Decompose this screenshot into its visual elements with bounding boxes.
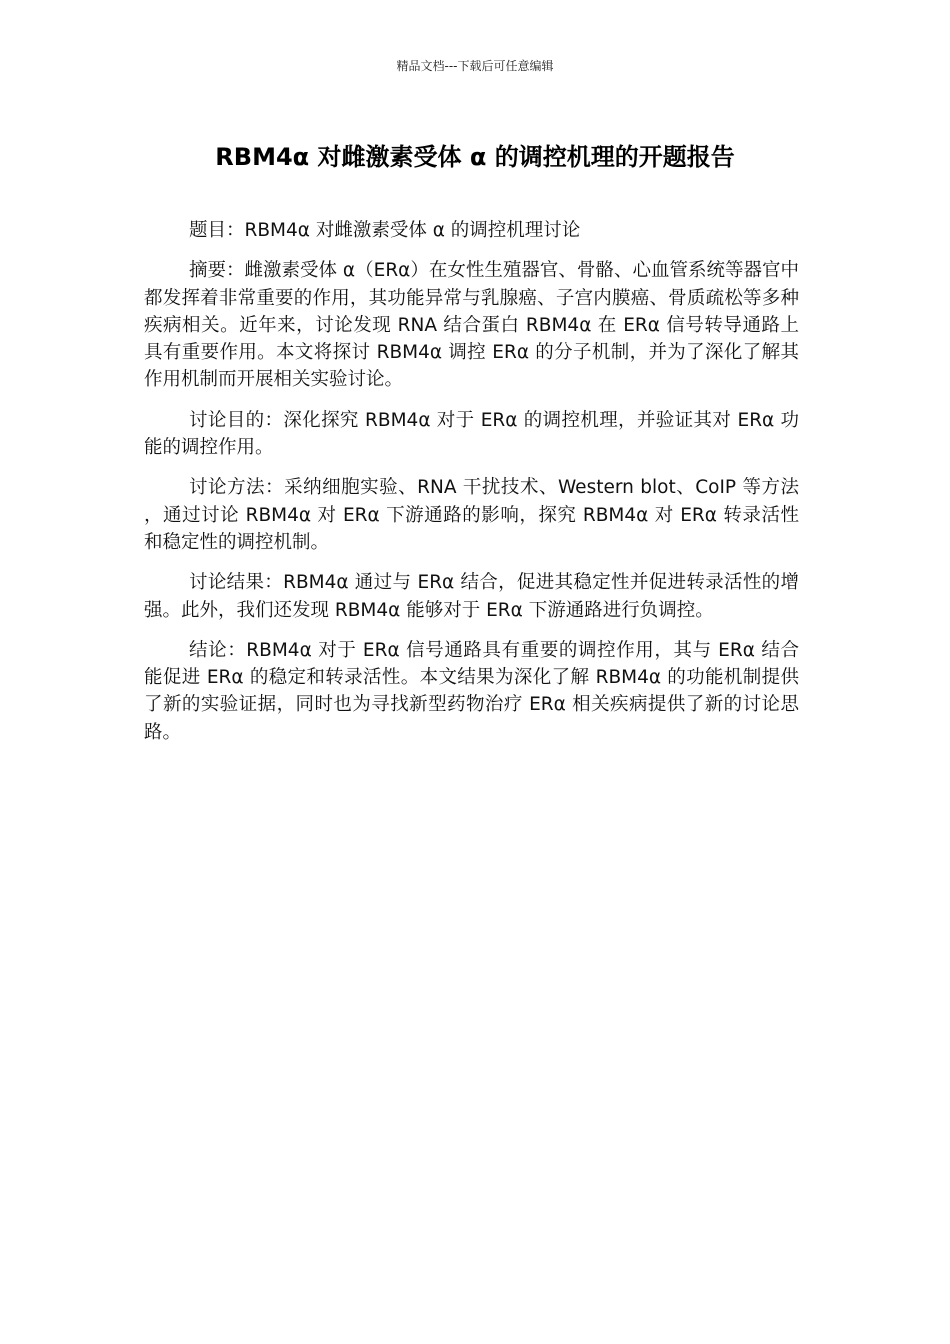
header-note: 精品文档---下载后可任意编辑 — [396, 59, 554, 73]
paragraph-topic: 题目：RBM4α 对雌激素受体 α 的调控机理讨论 — [189, 220, 581, 241]
paragraph-conclusion: 结论：RBM4α 对于 ERα 信号通路具有重要的调控作用，其与 ERα 结合能促进 ERα 的稳定和转录活性。本文结果为深化了解 RBM4α 的功能机制提供了新的实验证据，同时也为寻找新型药物治疗 ERα 相关疾病提供了新的讨论思路。 — [144, 639, 799, 743]
document-title: RBM4α 对雌激素受体 α 的调控机理的开题报告 — [215, 143, 735, 171]
paragraph-abstract: 摘要：雌激素受体 α（ERα）在女性生殖器官、骨骼、心血管系统等器官中都发挥着非常重要的作用，其功能异常与乳腺癌、子宫内膜癌、骨质疏松等多种疾病相关。近年来，讨论发现 RNA 结合蛋白 RBM4α 在 ERα 信号转导通路上具有重要作用。本文将探讨 RBM4α 调控 ERα 的分子机制，并为了深化了解其作用机制而开展相关实验讨论。 — [144, 260, 799, 391]
paragraph-results: 讨论结果：RBM4α 通过与 ERα 结合，促进其稳定性并促进转录活性的增强。此外，我们还发现 RBM4α 能够对于 ERα 下游通路进行负调控。 — [144, 572, 799, 621]
document-body — [144, 217, 799, 759]
paragraph-methods: 讨论方法：采纳细胞实验、RNA 干扰技术、Western blot、CoIP 等方法，通过讨论 RBM4α 对 ERα 下游通路的影响，探究 RBM4α 对 ERα 转录活性和稳定性的调控机制。 — [144, 477, 799, 553]
paragraph-purpose: 讨论目的：深化探究 RBM4α 对于 ERα 的调控机理，并验证其对 ERα 功能的调控作用。 — [144, 409, 799, 459]
